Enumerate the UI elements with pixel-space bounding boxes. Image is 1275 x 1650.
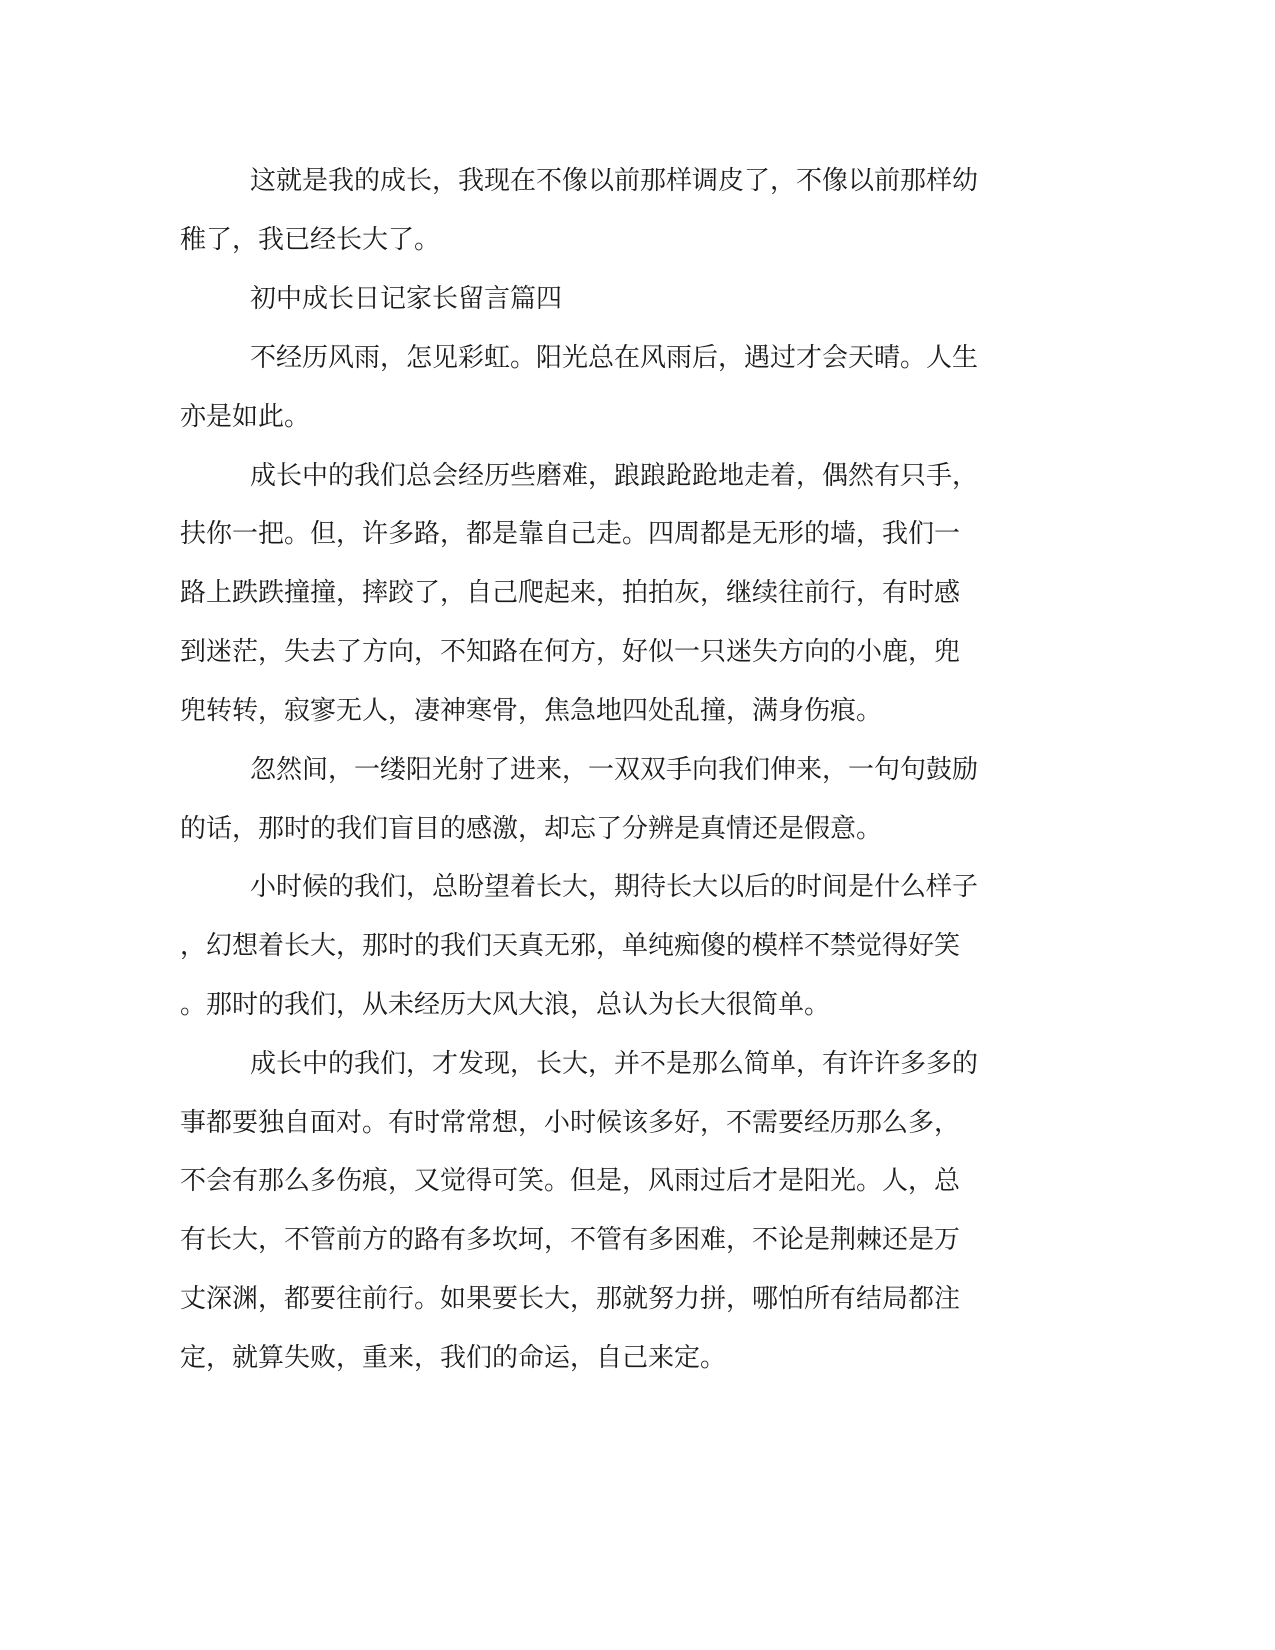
paragraph-line: 定，就算失败，重来，我们的命运，自己来定。: [180, 1343, 727, 1373]
paragraph-line: 的话，那时的我们盲目的感激，却忘了分辨是真情还是假意。: [180, 814, 883, 844]
paragraph-line: 。那时的我们，从未经历大风大浪，总认为长大很简单。: [180, 990, 831, 1020]
paragraph-line: 忽然间，一缕阳光射了进来，一双双手向我们伸来，一句句鼓励: [250, 755, 979, 785]
paragraph-line: 路上跌跌撞撞，摔跤了，自己爬起来，拍拍灰，继续往前行，有时感: [180, 578, 961, 608]
paragraph-line: 扶你一把。但，许多路，都是靠自己走。四周都是无形的墙，我们一: [180, 519, 961, 549]
paragraph-line: 不会有那么多伤痕，又觉得可笑。但是，风雨过后才是阳光。人，总: [180, 1166, 961, 1196]
section-heading: 初中成长日记家长留言篇四: [250, 284, 563, 314]
paragraph-line: 成长中的我们总会经历些磨难，踉踉跄跄地走着，偶然有只手，: [250, 461, 979, 491]
paragraph-line: 稚了，我已经长大了。: [180, 225, 441, 255]
paragraph-line: 事都要独自面对。有时常常想，小时候该多好，不需要经历那么多，: [180, 1108, 961, 1138]
paragraph-line: ，幻想着长大，那时的我们天真无邪，单纯痴傻的模样不禁觉得好笑: [180, 931, 961, 961]
paragraph-line: 兜转转，寂寥无人，凄神寒骨，焦急地四处乱撞，满身伤痕。: [180, 696, 883, 726]
paragraph-line: 成长中的我们，才发现，长大，并不是那么简单，有许许多多的: [250, 1049, 979, 1079]
paragraph-line: 小时候的我们，总盼望着长大，期待长大以后的时间是什么样子: [250, 872, 979, 902]
paragraph-line: 不经历风雨，怎见彩虹。阳光总在风雨后，遇过才会天晴。人生: [250, 343, 979, 373]
paragraph-line: 丈深渊，都要往前行。如果要长大，那就努力拼，哪怕所有结局都注: [180, 1284, 961, 1314]
paragraph-line: 这就是我的成长，我现在不像以前那样调皮了，不像以前那样幼: [250, 166, 979, 196]
paragraph-line: 有长大，不管前方的路有多坎坷，不管有多困难，不论是荆棘还是万: [180, 1225, 961, 1255]
paragraph-line: 到迷茫，失去了方向，不知路在何方，好似一只迷失方向的小鹿，兜: [180, 637, 961, 667]
paragraph-line: 亦是如此。: [180, 402, 311, 432]
